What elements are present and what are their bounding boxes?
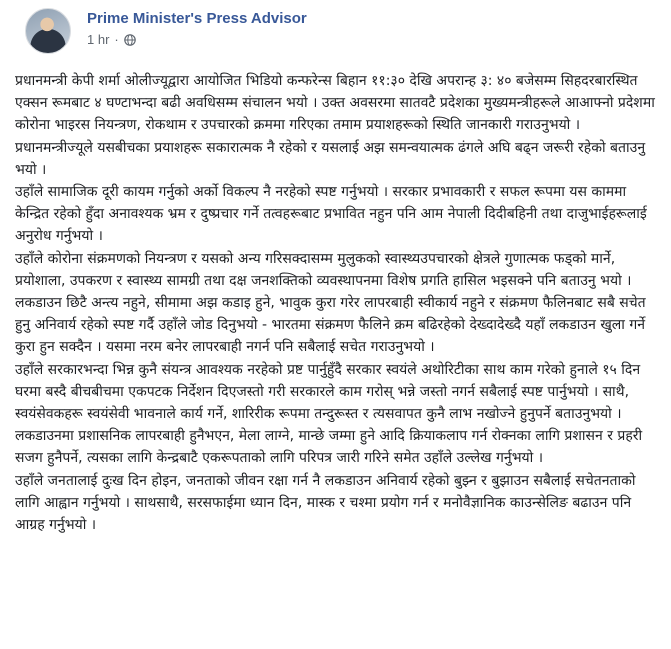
- post-meta: [87, 32, 307, 47]
- author-name[interactable]: Prime Minister's Press Advisor: [87, 10, 307, 27]
- post-paragraph: उहाँले सामाजिक दूरी कायम गर्नुको अर्को विकल्प नै नरहेको स्पष्ट गर्नुभयो । सरकार प्रभावकारी र सफल रूपमा यस काममा केन्द्रित रहेको हुँदा अनावश्यक भ्रम र दुष्प्रचार गर्ने तत्वहरूबाट प्रभावित नहुन पनि आम नेपाली दिदीबहिनी तथा दाजुभाईहरूलाई अनुरोध गर्नुभयो ।: [15, 184, 647, 245]
- post-paragraph: लकडाउनमा प्रशासनिक लापरबाही हुनैभएन, मेला लाग्ने, मान्छे जम्मा हुने आदि क्रियाकलाप गर्न रोक्नका लागि प्रशासन र प्रहरी सजग हुनैपर्ने, त्यसका लागि केन्द्रबाटै एकरूपताको लागि परिपत्र जारी गरिने समेत उहाँले उल्लेख गर्नुभयो ।: [15, 428, 643, 467]
- post-paragraph: उहाँले कोरोना संक्रमणको नियन्त्रण र यसको अन्य गरिसक्दासम्म मुलुकको स्वास्थ्यउपचारको क्षेत्रले गुणात्मक फड्को मार्ने, प्रयोशाला, उपकरण र स्वास्थ्य सामग्री तथा दक्ष जनशक्तिको व्यवस्थापनमा विशेष प्रगति हासिल भइसक्ने पनि बताउनु भयो ।: [15, 250, 632, 289]
- avatar[interactable]: [25, 8, 71, 54]
- post-paragraph: उहाँले जनतालाई दुःख दिन होइन, जनताको जीवन रक्षा गर्न नै लकडाउन अनिवार्य रहेको बुझ्न र बुझाउन सबैलाई सचेतनताको लागि आह्वान गर्नुभयो । साथसाथै, सरसफाईमा ध्यान दिन, मास्क र चश्मा प्रयोग गर्न र मनोवैज्ञानिक काउन्सेलिङ बढाउन पनि आग्रह गर्नुभयो ।: [15, 472, 636, 534]
- post-body: [15, 70, 655, 536]
- post-paragraph: प्रधानमन्त्री केपी शर्मा ओलीज्यूद्वारा आयोजित भिडियो कन्फरेन्स बिहान ११:३० देखि अपरान्ह ३: ४० बजेसम्म सिहदरबारस्थित एक्सन रूमबाट ४ घण्टाभन्दा बढी अवधिसम्म संचालन भयो । उक्त अवसरमा सातवटै प्रदेशका मुख्यमन्त्रीहरूले आआफ्नो प्रदेशमा कोरोना भाइरस नियन्त्रण, रोकथाम र उपचारको क्रममा गरिएका तमाम प्रयाशहरूको स्थिति जानकारी गराउनुभयो ।: [15, 73, 655, 134]
- post-timestamp[interactable]: 1 hr: [87, 32, 110, 47]
- post-header: [25, 8, 307, 56]
- meta-separator: ·: [114, 32, 119, 47]
- post-paragraph: उहाँले सरकारभन्दा भिन्न कुनै संयन्त्र आवश्यक नरहेको प्रष्ट पार्नुहुँदै सरकार स्वयंले अथोरिटीका साथ काम गरेको हुनाले १५ दिन घरमा बस्दै बीचबीचमा एकपटक निर्देशन दिएजस्तो गरी सरकारले काम गरोस् भन्ने जस्तो नगर्न सबैलाई स्पष्ट पार्नुभयो । साथै, स्वयंसेवकहरू स्वयंसेवी भावनाले कार्य गर्ने, शारिरीक रूपमा तन्दुरूस्त र त्यसवापत कुनै लाभ नखोज्ने हुनुपर्ने बताउनुभयो ।: [15, 361, 641, 423]
- post-paragraph: प्रधानमन्त्रीज्यूले यसबीचका प्रयाशहरू सकारात्मक नै रहेको र यसलाई अझ समन्वयात्मक ढंगले अघि बढ्न जरूरी रहेको बताउनु भयो ।: [15, 139, 646, 178]
- post-paragraph: लकडाउन छिटै अन्त्य नहुने, सीमामा अझ कडाइ हुने, भावुक कुरा गरेर लापरबाही स्वीकार्य नहुने र संक्रमण फैलिनबाट सबै सचेत हुनु अनिवार्य रहेको स्पष्ट गर्दै उहाँले जोड दिनुभयो - भारतमा संक्रमण फैलिने क्रम बढिरहेको देख्दादेख्दै यहाँ लकडाउन खुला गर्ने कुरा हुन सक्दैन । यसमा नरम बनेर लापरबाही नगर्न पनि सबैलाई सचेत गराउनुभयो ।: [15, 295, 646, 356]
- globe-icon[interactable]: [124, 34, 136, 46]
- post-header-text: [87, 10, 307, 47]
